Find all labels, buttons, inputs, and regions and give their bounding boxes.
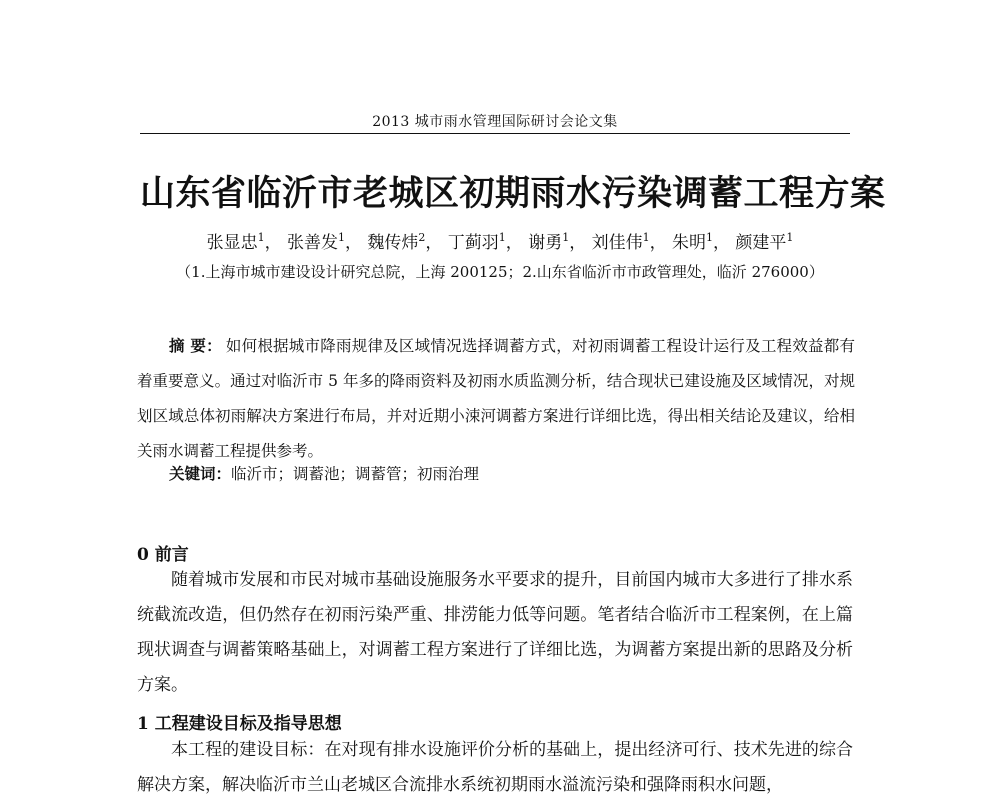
author-affiliation-mark: 1: [257, 231, 265, 244]
keywords-text: 临沂市；调蓄池；调蓄管；初雨治理: [231, 465, 480, 483]
author-list: 张显忠$^1$， 张善发$^1$， 魏传炜$^2$， 丁蓟羽$^1$， 谢勇$^1$， 刘佳伟$^1$， 朱明$^1$， 颜建平$^1$: [206, 231, 794, 253]
keywords: [169, 462, 859, 484]
author-affiliation-mark: 1: [706, 231, 714, 244]
abstract-label: 摘 要：: [169, 336, 222, 355]
paper-title: 山东省临沂市老城区初期雨水污染调蓄工程方案: [140, 174, 886, 214]
author: 魏传炜: [367, 233, 419, 253]
author-affiliation-mark: 1: [786, 231, 794, 244]
author: 丁蓟羽: [447, 233, 499, 253]
affiliations: （1.上海市城市建设设计研究总院，上海 200125；2.山东省临沂市市政管理处，临沂 276000）: [176, 263, 824, 281]
abstract: [137, 328, 855, 469]
header-rule: [140, 133, 850, 134]
section-heading: 1 工程建设目标及指导思想: [137, 714, 342, 734]
section-paragraph: 本工程的建设目标：在对现有排水设施评价分析的基础上，提出经济可行、技术先进的综合解决方案，解决临沂市兰山老城区合流排水系统初期雨水溢流污染和强降雨积水问题，: [137, 740, 853, 795]
author: 颜建平: [735, 233, 787, 253]
author-affiliation-mark: 1: [498, 231, 506, 244]
running-header: 2013 城市雨水管理国际研讨会论文集: [372, 114, 618, 130]
keywords-label: 关键词：: [169, 464, 232, 483]
author: 谢勇: [528, 233, 563, 253]
author-affiliation-mark: 1: [562, 231, 570, 244]
author: 张善发: [286, 233, 338, 253]
author-affiliation-mark: 2: [418, 231, 426, 244]
abstract-text: 如何根据城市降雨规律及区域情况选择调蓄方式，对初雨调蓄工程设计运行及工程效益都有着重要意义。通过对临沂市 5 年多的降雨资料及初雨水质监测分析，结合现状已建设施及区域情况，对规划区域总体初雨解决方案进行布局，并对近期小涑河调蓄方案进行详细比选，得出相关结论及建议，给相关雨水调蓄工程提供参考。: [137, 337, 855, 460]
section-heading: 0 前言: [137, 545, 189, 565]
author: 刘佳伟: [591, 233, 643, 253]
author: 朱明: [672, 233, 707, 253]
author: 张显忠: [206, 233, 258, 253]
section-paragraph: 随着城市发展和市民对城市基础设施服务水平要求的提升，目前国内城市大多进行了排水系统截流改造，但仍然存在初雨污染严重、排涝能力低等问题。笔者结合临沂市工程案例，在上篇现状调查与调蓄策略基础上，对调蓄工程方案进行了详细比选，为调蓄方案提出新的思路及分析方案。: [137, 570, 853, 695]
author-affiliation-mark: 1: [642, 231, 650, 244]
author-affiliation-mark: 1: [337, 231, 345, 244]
